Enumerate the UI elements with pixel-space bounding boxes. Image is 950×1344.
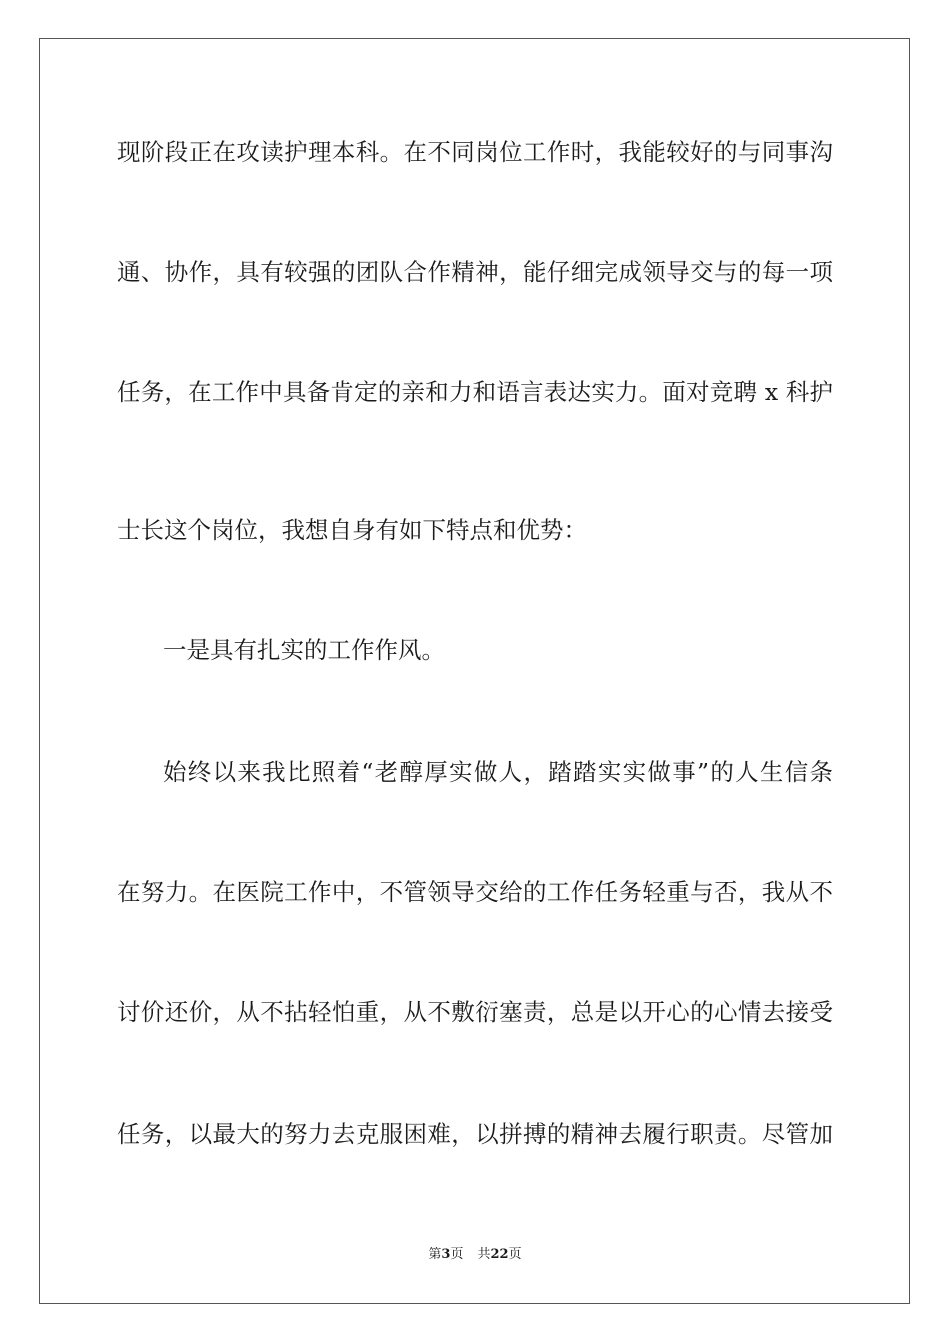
page-prefix: 第 xyxy=(428,1247,442,1262)
paragraph-line: 现阶段正在攻读护理本科。在不同岗位工作时，我能较好的与同事沟 xyxy=(117,138,833,166)
paragraph-line: 士长这个岗位，我想自身有如下特点和优势： xyxy=(117,516,587,544)
section-heading-line: 一是具有扎实的工作作风。 xyxy=(163,636,445,664)
page-suffix: 页 xyxy=(450,1247,464,1262)
total-prefix: 共 xyxy=(477,1247,491,1262)
total-suffix: 页 xyxy=(508,1247,522,1262)
page-total: 22 xyxy=(490,1247,509,1262)
paragraph-line: 任务，以最大的努力去克服困难，以拼搏的精神去履行职责。尽管加 xyxy=(117,1120,833,1148)
paragraph-line: 讨价还价，从不拈轻怕重，从不敷衍塞责，总是以开心的心情去接受 xyxy=(117,998,833,1026)
page-border xyxy=(39,38,910,1304)
paragraph-line: 在努力。在医院工作中，不管领导交给的工作任务轻重与否，我从不 xyxy=(117,878,833,906)
paragraph-line: 任务，在工作中具备肯定的亲和力和语言表达实力。面对竞聘 x 科护 xyxy=(117,378,833,406)
paragraph-line: 通、协作，具有较强的团队合作精神，能仔细完成领导交与的每一项 xyxy=(117,258,833,286)
page-current: 3 xyxy=(441,1247,451,1262)
page-footer xyxy=(0,1246,950,1264)
paragraph-line: 始终以来我比照着“老醇厚实做人，踏踏实实做事”的人生信条 xyxy=(163,758,833,786)
